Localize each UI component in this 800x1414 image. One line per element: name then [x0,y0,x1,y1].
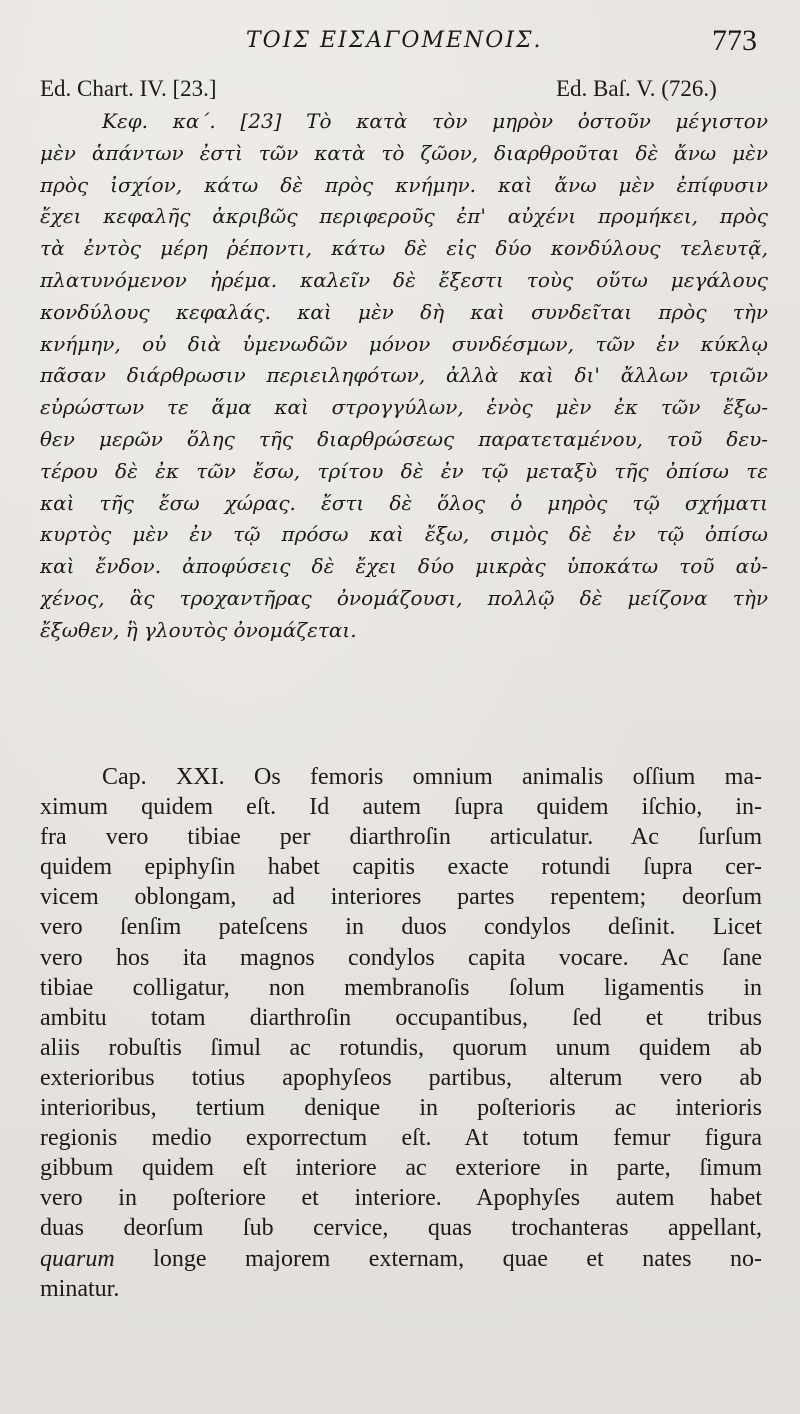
greek-line: καὶ τῆς ἔσω χώρας. ἔστι δὲ ὅλος ὁ μηρὸς τῷ σχήματι [40,490,768,515]
greek-line: πλατυνόμενον ἠρέμα. καλεῖν δὲ ἔξεστι τοὺς οὕτω μεγάλους [40,267,768,292]
latin-line: vero in poſteriore et interiore. Apophyſes autem habet [40,1185,762,1212]
edition-basel: Ed. Baſ. V. (726.) [556,76,717,101]
greek-line: Κεφ. κα΄. [23] Τὸ κατὰ τὸν μηρὸν ὀστοῦν μέγιστον [102,109,768,133]
greek-line: εὐρώστων τε ἅμα καὶ στρογγύλων, ἑνὸς μὲν ἐκ τῶν ἔξω- [40,395,768,420]
latin-line: vero hos ita magnos condylos capita vocare. Ac ſane [40,944,762,971]
greek-text [40,106,768,647]
latin-line: gibbum quidem eſt interiore ac exteriore in parte, ſimum [40,1155,762,1182]
latin-line: aliis robuſtis ſimul ac rotundis, quorum unum quidem ab [40,1034,762,1061]
greek-line: ἔχει κεφαλῆς ἀκριβῶς περιφεροῦς ἐπ' αὐχένι προμήκει, πρὸς [40,204,768,229]
latin-line: ambitu totam diarthroſin occupantibus, ſed et tribus [40,1004,762,1031]
latin-line: interioribus, tertium denique in poſterioris ac interioris [40,1095,762,1122]
latin-text [40,762,762,1304]
latin-line: minatur. [40,1275,120,1302]
italic-word: quarum [40,1245,115,1272]
latin-line: duas deorſum ſub cervice, quas trochanteras appellant, [40,1215,762,1242]
latin-line: quidem epiphyſin habet capitis exacte rotundi ſupra cer- [40,854,762,881]
latin-line: vicem oblongam, ad interiores partes repentem; deorſum [40,884,762,911]
greek-line: ἔξωθεν, ἣ γλουτὸς ὀνομάζεται. [40,617,357,642]
greek-line: τὰ ἐντὸς μέρη ῥέποντι, κάτω δὲ εἰς δύο κονδύλους τελευτᾷ, [40,236,768,261]
edition-line [0,76,800,108]
latin-line: fra vero tibiae per diarthroſin articulatur. Ac ſurſum [40,824,762,851]
greek-line: μὲν ἁπάντων ἐστὶ τῶν κατὰ τὸ ζῶον, διαρθροῦται δὲ ἄνω μὲν [40,140,768,165]
greek-line: τέρου δὲ ἐκ τῶν ἔσω, τρίτου δὲ ἐν τῷ μεταξὺ τῆς ὀπίσω τε [40,458,768,483]
latin-line [40,1244,762,1274]
greek-line: κυρτὸς μὲν ἐν τῷ πρόσω καὶ ἔξω, σιμὸς δὲ ἐν τῷ ὀπίσω [40,522,768,547]
greek-line: κονδύλους κεφαλάς. καὶ μὲν δὴ καὶ συνδεῖται πρὸς τὴν [40,299,768,324]
latin-line: Cap. XXI. Os femoris omnium animalis oſſium ma- [102,764,762,790]
page-number: 773 [712,24,757,57]
latin-line: tibiae colligatur, non membranoſis ſolum ligamentis in [40,974,762,1001]
greek-line: πρὸς ἰσχίον, κάτω δὲ πρὸς κνήμην. καὶ ἄνω μὲν ἐπίφυσιν [40,172,768,197]
greek-line: χένος, ἃς τροχαντῆρας ὀνομάζουσι, πολλῷ δὲ μείζονα τὴν [40,585,768,610]
greek-line: καὶ ἔνδον. ἀποφύσεις δὲ ἔχει δύο μικρὰς ὑποκάτω τοῦ αὐ- [40,554,768,579]
greek-line: θεν μερῶν ὅλης τῆς διαρθρώσεως παρατεταμένου, τοῦ δευ- [40,426,768,451]
greek-line: κνήμην, οὐ διὰ ὑμενωδῶν μόνον συνδέσμων, τῶν ἐν κύκλῳ [40,331,768,356]
greek-line: πᾶσαν διάρθρωσιν περιειληφότων, ἀλλὰ καὶ δι' ἄλλων τριῶν [40,363,768,388]
running-title: ΤΟΙΣ ΕΙΣΑΓΟΜΕΝΟΙΣ. [246,28,543,53]
latin-line: exterioribus totius apophyſeos partibus, alterum vero ab [40,1064,762,1091]
running-head [0,22,800,62]
latin-line-rest: longe majorem externam, quae et nates no- [153,1245,762,1272]
latin-line: ximum quidem eſt. Id autem ſupra quidem iſchio, in- [40,794,762,821]
edition-chart: Ed. Chart. IV. [23.] [40,76,217,101]
latin-line: vero ſenſim pateſcens in duos condylos deſinit. Licet [40,914,762,941]
latin-line: regionis medio exporrectum eſt. At totum femur figura [40,1125,762,1152]
